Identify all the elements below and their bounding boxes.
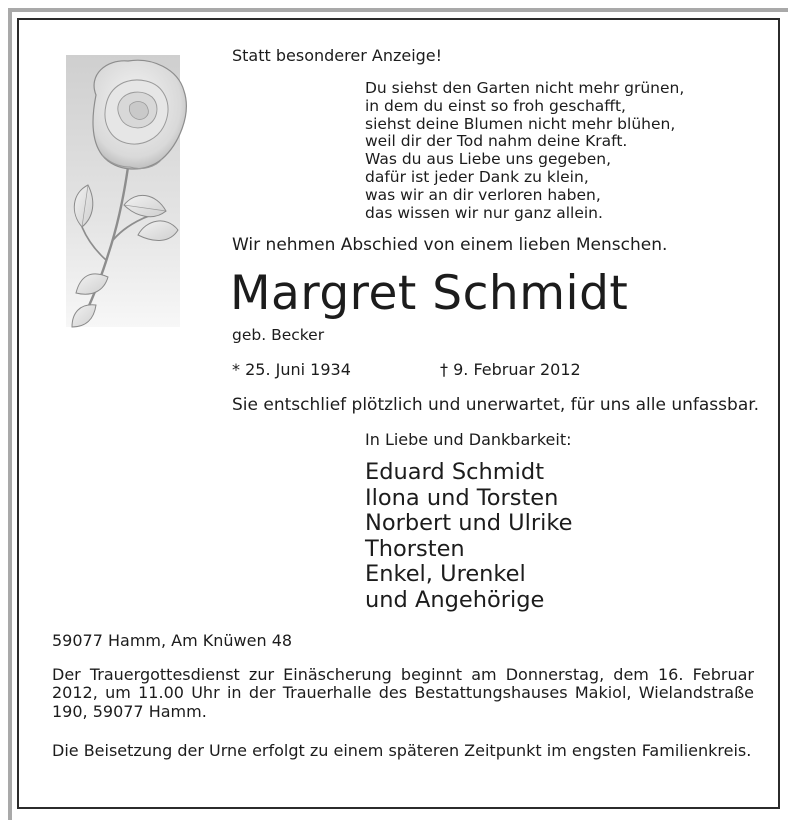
death-note: Sie entschlief plötzlich und unerwartet, für uns alle unfassbar. bbox=[232, 395, 760, 415]
poem-line: was wir an dir verloren haben, bbox=[365, 185, 601, 204]
love-line: In Liebe und Dankbarkeit: bbox=[365, 430, 572, 449]
address: 59077 Hamm, Am Knüwen 48 bbox=[52, 631, 293, 650]
survivor-name: Norbert und Ulrike bbox=[365, 510, 573, 537]
survivor-name: Ilona und Torsten bbox=[365, 484, 559, 511]
poem-line: siehst deine Blumen nicht mehr blühen, bbox=[365, 114, 676, 133]
poem-line: das wissen wir nur ganz allein. bbox=[365, 203, 603, 222]
poem-line: Was du aus Liebe uns gegeben, bbox=[365, 150, 612, 169]
poem-line: in dem du einst so froh geschafft, bbox=[365, 96, 626, 115]
poem-line: weil dir der Tod nahm deine Kraft. bbox=[365, 132, 628, 151]
rose-icon bbox=[66, 55, 180, 327]
notice-header: Statt besonderer Anzeige! bbox=[232, 46, 443, 65]
survivor-name: Enkel, Urenkel bbox=[365, 561, 526, 588]
poem-line: Du siehst den Garten nicht mehr grünen, bbox=[365, 79, 685, 97]
survivor-name: Eduard Schmidt bbox=[365, 459, 545, 485]
poem-line: dafür ist jeder Dank zu klein, bbox=[365, 167, 589, 186]
death-date: † 9. Februar 2012 bbox=[440, 360, 581, 379]
farewell-line: Wir nehmen Abschied von einem lieben Menschen. bbox=[232, 235, 668, 255]
deceased-name: Margret Schmidt bbox=[230, 266, 629, 321]
survivor-name: Thorsten bbox=[365, 535, 465, 562]
burial-text: Die Beisetzung der Urne erfolgt zu einem späteren Zeitpunkt im engsten Familienkreis. bbox=[52, 741, 752, 760]
birth-date: * 25. Juni 1934 bbox=[232, 360, 351, 379]
survivor-name: und Angehörige bbox=[365, 586, 545, 613]
service-text: Der Trauergottesdienst zur Einäscherung beginnt am Donnerstag, dem 16. Februar 2012, um 11.00 Uhr in der Trauerhalle des Bestattungshauses Makiol, Wielandstraße 190, 59077 Hamm. bbox=[52, 665, 754, 721]
survivors-list bbox=[365, 460, 572, 614]
poem bbox=[365, 80, 684, 222]
maiden-name: geb. Becker bbox=[232, 326, 325, 344]
